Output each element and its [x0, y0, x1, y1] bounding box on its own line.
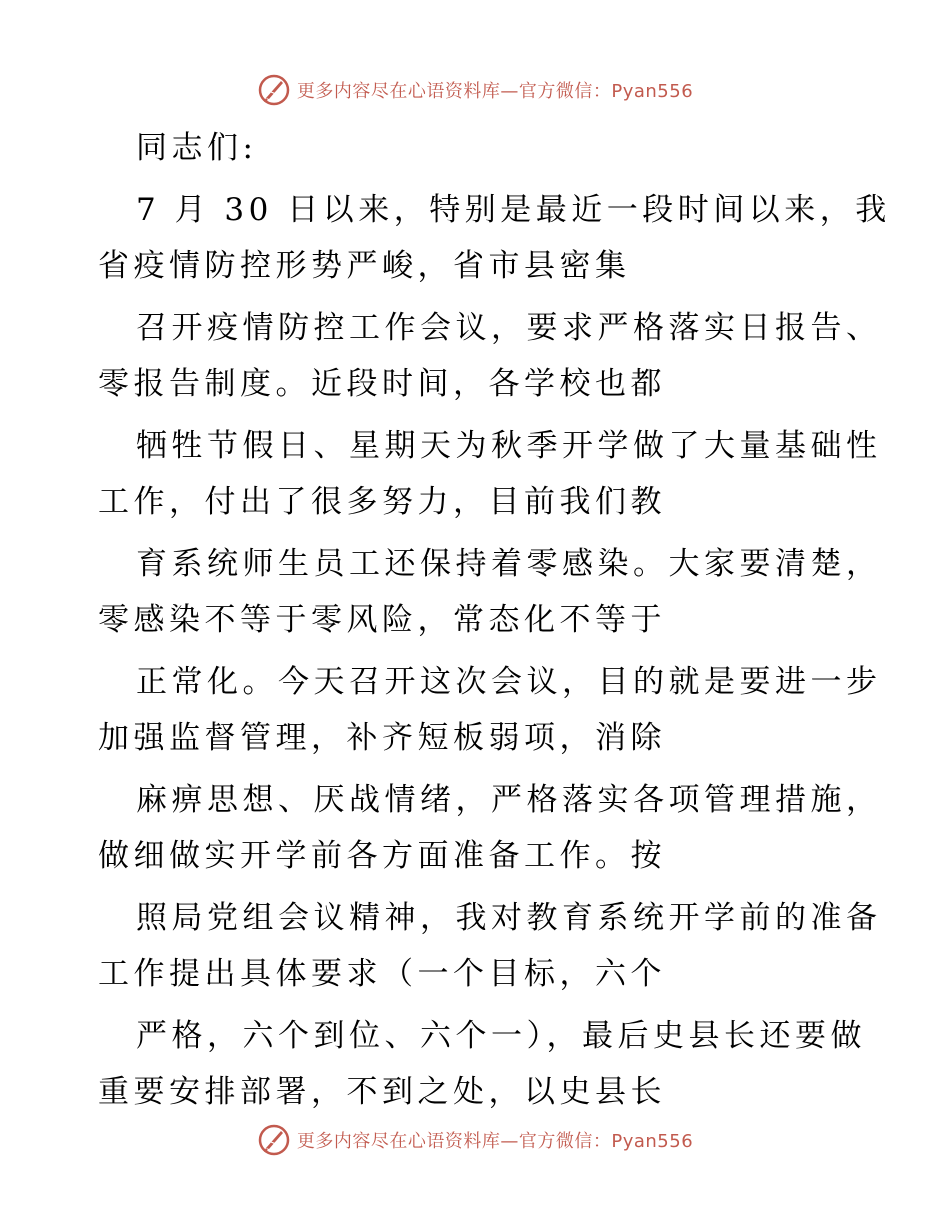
body-line: 牺牲节假日、星期天为秋季开学做了大量基础性	[136, 428, 882, 464]
feather-pen-icon	[257, 1123, 291, 1157]
body-line: 省疫情防控形势严峻，省市县密集	[98, 248, 631, 284]
footer-banner	[0, 1120, 950, 1160]
body-line: 重要安排部署，不到之处，以史县长	[98, 1074, 666, 1110]
body-line: 照局党组会议精神，我对教育系统开学前的准备	[136, 900, 882, 936]
salutation-line: 同志们:	[136, 130, 258, 166]
body-line: 7 月 30 日以来，特别是最近一段时间以来，我	[136, 192, 891, 228]
feather-pen-icon	[257, 73, 291, 107]
footer-banner-text: 更多内容尽在心语资料库—官方微信：Pyan556	[296, 1131, 694, 1152]
header-banner	[0, 70, 950, 110]
document-body	[98, 120, 891, 1120]
body-line: 正常化。今天召开这次会议，目的就是要进一步	[136, 664, 882, 700]
header-banner-text: 更多内容尽在心语资料库—官方微信：Pyan556	[296, 81, 694, 102]
body-line: 召开疫情防控工作会议，要求严格落实日报告、	[136, 310, 882, 346]
body-line: 零报告制度。近段时间，各学校也都	[98, 366, 666, 402]
body-line: 麻痹思想、厌战情绪，严格落实各项管理措施，	[136, 782, 882, 818]
body-line: 育系统师生员工还保持着零感染。大家要清楚，	[136, 546, 882, 582]
body-line: 工作，付出了很多努力，目前我们教	[98, 484, 666, 520]
body-line: 做细做实开学前各方面准备工作。按	[98, 838, 666, 874]
body-line: 零感染不等于零风险，常态化不等于	[98, 602, 666, 638]
body-line: 严格，六个到位、六个一），最后史县长还要做	[136, 1018, 866, 1054]
body-line: 加强监督管理，补齐短板弱项，消除	[98, 720, 666, 756]
body-line: 工作提出具体要求（一个目标，六个	[98, 956, 666, 992]
